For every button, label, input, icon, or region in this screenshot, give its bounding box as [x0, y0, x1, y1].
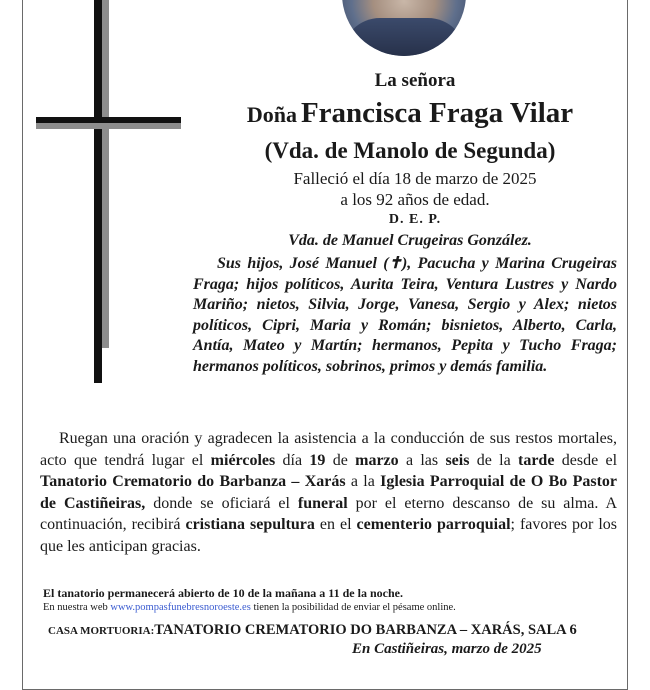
cross-vertical-gray — [102, 0, 109, 348]
deceased-photo — [342, 0, 466, 56]
day-number: 19 — [309, 451, 326, 469]
deceased-name — [180, 97, 640, 130]
text-fragment: donde se oficiará el — [145, 494, 298, 512]
text-fragment: ; favores por los que les anticipan gracias. — [40, 516, 617, 555]
tanatorio-hours: El tanatorio permanecerá abierto de 10 de la mañana a 11 de la noche. — [43, 586, 403, 600]
burial-word: cristiana sepultura — [185, 516, 315, 533]
web-text-before: En nuestra web — [43, 602, 111, 613]
casa-value: TANATORIO CREMATORIO DO BARBANZA – XARÁS, SALA 6 — [154, 622, 577, 638]
website-link[interactable]: www.pompasfunebresnoroeste.es — [110, 602, 251, 613]
time-of-day: tarde — [518, 451, 555, 469]
text-fragment: en el — [314, 516, 357, 533]
month: marzo — [355, 451, 399, 469]
deceased-aka: (Vda. de Manolo de Segunda) — [264, 138, 556, 163]
ceremony-paragraph — [40, 428, 617, 557]
cross-vertical-black — [94, 0, 102, 383]
web-note — [43, 602, 623, 613]
family-list — [193, 254, 617, 377]
text-fragment: a las — [398, 451, 446, 469]
funeral-word: funeral — [297, 494, 348, 512]
hour: seis — [445, 451, 470, 469]
widow-of: Vda. de Manuel Crugeiras González. — [288, 232, 532, 249]
name-text: Francisca Fraga Vilar — [300, 97, 574, 129]
photo-shoulders — [342, 18, 466, 56]
name-prefix: Doña — [246, 102, 297, 127]
title-la-senora: La señora — [374, 70, 456, 91]
web-text-after: tienen la posibilidad de enviar el pésame online. — [250, 602, 456, 613]
casa-mortuoria — [48, 621, 628, 639]
cemetery-word: cementerio parroquial — [356, 516, 511, 533]
dep-text: D. E. P. — [388, 212, 442, 227]
cross-horizontal-gray — [36, 123, 181, 129]
ceremony-text — [40, 428, 617, 557]
family-text: Sus hijos, José Manuel (✝), Pacucha y Marina Crugeiras Fraga; hijos políticos, Aurita Teira, Ventura Lustres y Nardo Mariño; nietos, Silvia, Jorge, Vanesa, Sergio y Alex; nietos políticos, Cipri, Maria y Román; bisnietos, Alberto, Carla, Antía, Mateo y Martín; hermanos, Pepita y Tucho Fraga; hermanos políticos, sobrinos, primos y demás familia. — [193, 255, 617, 375]
text-fragment: por el eterno descanso de su alma. A continuación, recibirá — [40, 494, 618, 533]
text-fragment: día — [275, 451, 310, 469]
death-date: Falleció el día 18 de marzo de 2025 — [293, 169, 537, 188]
text-fragment: de — [325, 451, 356, 469]
text-fragment: a la — [345, 473, 381, 490]
day-of-week: miércoles — [210, 451, 276, 469]
age-at-death: a los 92 años de edad. — [340, 190, 490, 209]
place-date-footer: En Castiñeiras, marzo de 2025 — [352, 641, 542, 657]
text-fragment: desde el — [554, 451, 618, 469]
text-fragment: Ruegan una oración y agradecen la asistencia a la conducción de sus restos mortales, acto que tendrá lugar el — [40, 430, 617, 469]
departure-place: Tanatorio Crematorio do Barbanza – Xarás — [40, 473, 346, 490]
text-fragment: de la — [469, 451, 518, 469]
casa-label: CASA MORTUORIA: — [48, 625, 155, 637]
church-name: Iglesia Parroquial de O Bo Pastor de Castiñeiras, — [40, 473, 617, 512]
